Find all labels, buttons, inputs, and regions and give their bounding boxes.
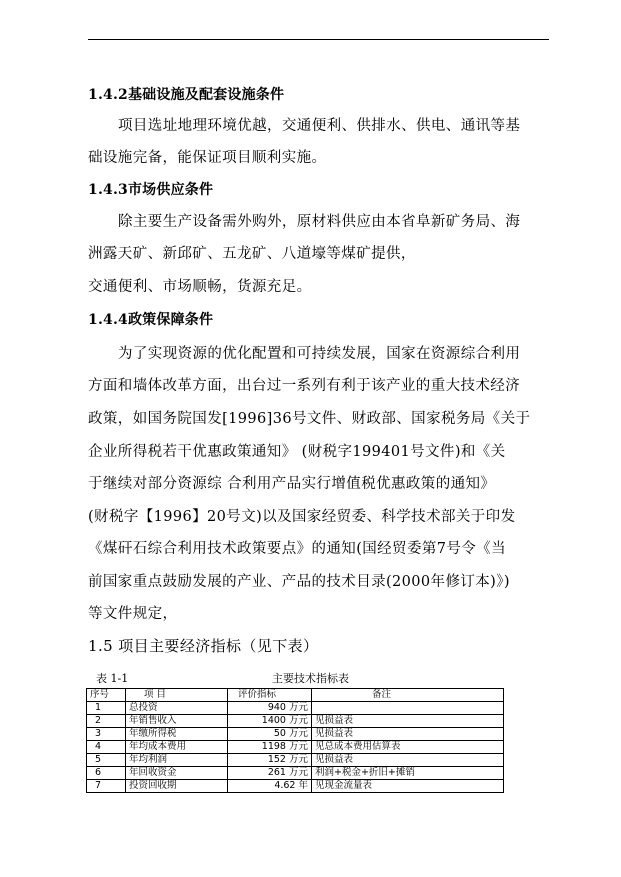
header-note: 备注 bbox=[312, 689, 504, 702]
section-1-4-4-line: 于继续对部分资源综 合利用产品实行增值税优惠政策的通知》 bbox=[88, 476, 496, 492]
table-header-row bbox=[87, 689, 504, 702]
cell-note bbox=[312, 702, 504, 715]
cell-item: 年缴所得税 bbox=[126, 728, 228, 741]
cell-item: 年均成本费用 bbox=[126, 741, 228, 754]
cell-item: 年均利润 bbox=[126, 754, 228, 767]
header-no: 序号 bbox=[87, 689, 126, 702]
section-1-4-4-line: 为了实现资源的优化配置和可持续发展，国家在资源综合利用 bbox=[118, 346, 521, 362]
cell-value: 4.62 年 bbox=[228, 780, 312, 793]
table-row bbox=[87, 767, 504, 780]
header-value: 评价指标 bbox=[228, 689, 312, 702]
cell-value: 50 万元 bbox=[228, 728, 312, 741]
cell-value: 1400 万元 bbox=[228, 715, 312, 728]
header-rule bbox=[88, 39, 549, 40]
indicator-table bbox=[86, 688, 504, 793]
section-1-4-2-line: 项目选址地理环境优越，交通便利、供排水、供电、通讯等基 bbox=[118, 118, 521, 134]
section-1-4-3-title: 1.4.3市场供应条件 bbox=[88, 182, 214, 198]
cell-item: 年回收资金 bbox=[126, 767, 228, 780]
cell-no: 2 bbox=[87, 715, 126, 728]
cell-note: 见总成本费用估算表 bbox=[312, 741, 504, 754]
section-1-4-4-line: 政策，如国务院国发[1996]36号文件、财政部、国家税务局《关于 bbox=[88, 411, 531, 427]
cell-note: 见损益表 bbox=[312, 754, 504, 767]
table-row bbox=[87, 715, 504, 728]
table-row bbox=[87, 780, 504, 793]
cell-value: 940 万元 bbox=[228, 702, 312, 715]
section-1-4-3-line: 除主要生产设备需外购外，原材料供应由本省阜新矿务局、海 bbox=[118, 214, 521, 230]
cell-item: 年销售收入 bbox=[126, 715, 228, 728]
section-1-5-title: 1.5 项目主要经济指标（见下表） bbox=[88, 637, 319, 655]
section-1-4-3-line: 洲露天矿、新邱矿、五龙矿、八道壕等煤矿提供， bbox=[88, 246, 416, 262]
cell-value: 152 万元 bbox=[228, 754, 312, 767]
section-1-4-3-line: 交通便利、市场顺畅，货源充足。 bbox=[88, 279, 312, 295]
cell-note: 见损益表 bbox=[312, 728, 504, 741]
table-label: 表 1-1 bbox=[96, 672, 129, 685]
cell-note: 见现金流量表 bbox=[312, 780, 504, 793]
section-1-4-4-line: 等文件规定， bbox=[88, 606, 178, 622]
section-1-4-4-title: 1.4.4政策保障条件 bbox=[88, 312, 214, 328]
section-1-4-4-line: 前国家重点鼓励发展的产业、产品的技术目录(2000年修订本)》) bbox=[88, 574, 510, 590]
section-1-4-2-title: 1.4.2基础设施及配套设施条件 bbox=[88, 87, 285, 103]
section-1-4-4-line: 企业所得税若干优惠政策通知》 (财税字199401号文件)和《关 bbox=[88, 444, 506, 460]
header-item: 项 目 bbox=[126, 689, 228, 702]
cell-no: 3 bbox=[87, 728, 126, 741]
table-title: 主要技术指标表 bbox=[272, 672, 349, 685]
cell-note: 利润+税金+折旧+摊销 bbox=[312, 767, 504, 780]
cell-item: 总投资 bbox=[126, 702, 228, 715]
section-1-4-4-line: 方面和墙体改革方面，出台过一系列有利于该产业的重大技术经济 bbox=[88, 378, 521, 394]
cell-item: 投资回收期 bbox=[126, 780, 228, 793]
section-1-4-4-line: (财税字【1996】20号文)以及国家经贸委、科学技术部关于印发 bbox=[88, 509, 516, 525]
cell-no: 4 bbox=[87, 741, 126, 754]
cell-no: 1 bbox=[87, 702, 126, 715]
cell-no: 6 bbox=[87, 767, 126, 780]
cell-no: 7 bbox=[87, 780, 126, 793]
cell-value: 1198 万元 bbox=[228, 741, 312, 754]
table-row bbox=[87, 728, 504, 741]
section-1-4-4-line: 《煤矸石综合利用技术政策要点》的通知(国经贸委第7号令《当 bbox=[88, 541, 506, 557]
table-row bbox=[87, 702, 504, 715]
cell-value: 261 万元 bbox=[228, 767, 312, 780]
cell-no: 5 bbox=[87, 754, 126, 767]
table-row bbox=[87, 754, 504, 767]
cell-note: 见损益表 bbox=[312, 715, 504, 728]
section-1-4-2-line: 础设施完备，能保证项目顺利实施。 bbox=[88, 150, 327, 166]
table-row bbox=[87, 741, 504, 754]
